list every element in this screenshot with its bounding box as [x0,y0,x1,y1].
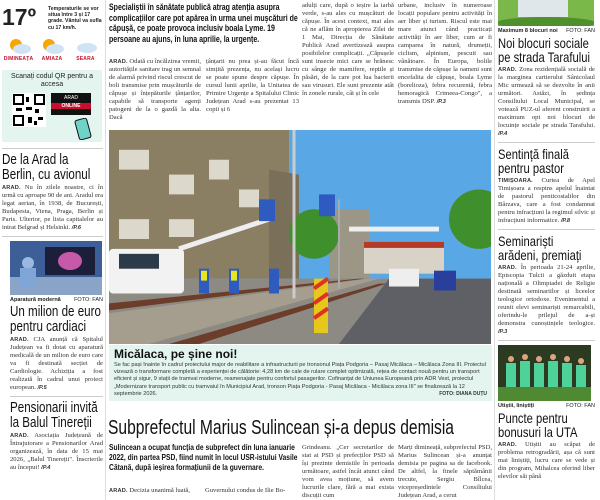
photo-caption [498,28,595,34]
photo-credit: FOTO: FAN [566,28,595,34]
headline: Noi blocuri sociale pe strada Tarafului [498,35,590,65]
lead-col-4 [398,2,492,106]
article-body: Asociația Județeană de Întrajutorare a Pensionarilor Arad organizează, în data de 15 mai 2026, „Balul Tinereții". Înscrierile au început! [10,432,103,471]
logo-bottom: ONLINE [51,103,91,109]
main-col-2: Guvernului condus de Ilie Bo- [205,487,286,494]
article-pensioners[interactable] [2,401,103,472]
article-body: În perioada 21-24 aprilie, Episcopia Tulcii a găzduit etapa națională a Olimpiadei de Religie destinată seminariilor și liceelor teologice ortodoxe. Evenimentul a reunit elevi seminariști remarcabili, oferindu-le prilejul de a-și demonstra cunoștințele teologice. [498,264,595,327]
sun-cloud-icon [6,36,32,56]
article-body: Curtea de Apel Timișoara a respins apelul înaintat de pastorul penticostalilor din Bârzava, care a fost condamnat pentru infracțiuni la regimul silvic și infracțiuni informatice. [498,177,595,224]
forecast-morning [2,36,35,62]
page-ref[interactable]: /P.5 [37,385,47,391]
lead-deck: Specialiștii în sănătate publică atrag atenția asupra complicațiilor care pot apărea în urma unei mușcături de căpușă, ce poate provoca inclusiv boala Lyme. 19 persoane au ajuns, în luna aprilie, la urgențe. [109,2,298,44]
forecast-noon [36,36,69,62]
kicker: ARAD. [498,442,517,448]
article-pastor[interactable] [498,147,595,225]
page-ref[interactable]: /P.3 [436,99,446,105]
main-col-1 [109,487,201,495]
logo-top: ARAD [64,95,78,101]
article-body: Odată cu încălzirea vremii, autoritățile sanitare trag un semnal de alarmă privind riscul crescut de boli transmise prin mușcăturile de căpușe și înțepăturile țânțarilor, capabile să transporte agenți patogeni de la o gazdă la alta. Dacă [109,58,201,121]
article-body: Decizia unanimă luată, [129,487,190,494]
photo-credit: FOTO: FAN [74,297,103,303]
article-body: Nu în zilele noastre, ci în urmă cu aproape 90 de ani. Aradul era legat aerian, în 1938, de București, Budapesta, Viena, Praga, Berlin și Paris. Ulterior, pe lista capitalelor au intrat Belgrad și Helsinki. [2,184,103,231]
weather-forecast [2,36,102,62]
qr-prompt: Scanați codul QR pentru a accesa [10,73,94,88]
photo-story-text: Se fac pași înainte în cadrul proiectului major de reabilitare a infrastructurii pe tronsonul Piața Podgoria – Pasaj Micălaca – Micălaca Zona III. Proiectul vizează o transformare completă a experienței de călătorie: 4,28 km de cale de rulare complet optimizată, rețea de contact nouă pentru un transport eficient și sigur, 9 stații de tramvai moderne, reamenajate pentru confortul pasagerilor. Cofinanțat de Uniunea Europeană prin ADR Vest, proiectul „Modernizare transport public cu tramvaiul în Municipiul Arad, tronson Piața Podgoria - Pasaj Micălaca - Micălaca zona III" se finalizează la 12 septembrie 2026. [114,362,486,397]
lead-col-1 [109,58,201,122]
cardiology-photo [10,241,102,295]
headline: De la Arad la Berlin, cu avionul [2,152,91,183]
forecast-label: SEARA [76,56,95,62]
photo-story-title: Micălaca, pe șine noi! [114,347,238,361]
photo-story-body [114,362,487,398]
headline: Un milion de euro pentru cardiaci [10,304,101,335]
kicker: ARAD. [498,265,517,271]
headline: Seminariști arădeni, premiați [498,233,582,263]
phone-icon [74,118,92,140]
article-body: Utiștii au scăpat de problema retrogradării, așa că sunt mai liniștiți, lucru care se vede și din program, Mihalcea oferind liber elevilor săi până [498,441,595,480]
lead-col-3: adulți care, după o ieșire la iarbă verde, s-au ales cu mușcături de căpușe. În acest context, mai ales că ne aflăm în apropierea Zilei de 1 Mai, Direcția de Sănătate Publică Arad avertizează asupra posibilelor complicații. „Căpușele sunt insecte mici care se hrănesc cu sânge de mamifere, reptile și păsări, de la care pot lua bacterii sau virusuri. Ele sunt prezente atât în zonele rurale, cât și în cele [302,2,394,97]
page-ref[interactable]: /P.3 [498,329,508,335]
article-cardiology[interactable] [2,241,103,392]
weather-text: Temperaturile se vor situa între 3 și 17 grade. Vântul va sufla cu 17 km/h. [48,6,102,31]
kicker: TIMIȘOARA. [498,178,533,184]
article-body: urbane, inclusiv în numeroase locații populare pentru activități în aer liber și turism. Riscul este mai mare atunci când practicați activități în aer liber, cum ar fi camparea în natură, drumeții, ciclism, alpinism, pescuit sau vânătoare. În Europa, bolile transmise de căpușe la oameni sunt encefalita de căpușe, boala Lyme (borelioza), febra recurentă, febra hemoragică Crimeea-Congo", a transmis DSP. [398,2,492,105]
article-body: Zona rezidențială socială de la marginea cartierului Sânicolaul Mic urmează să se dezvolte în anii următori. Astăzi, în ședința Consiliului Local Municipal, se votează PUZ-ul aferent construirii a maximum opt noi blocuri de locuințe sociale pe strada Tarafului. [498,66,595,129]
kicker: ARAD. [10,337,29,343]
headline: Pensionarii invită la Balul Tinereții [10,400,98,431]
lead-col-2: țânțarii nu prea și-au făcut încă simțită prezența, nu același lucru se poate spune despre căpușe. În cursul lunii aprilie, la Unitatea de Primire Urgențe a Spitalului Clinic Județean Arad s-au prezentat 13 copii și 6 [206,58,299,113]
uta-team-photo [498,345,591,401]
qr-box[interactable] [2,70,102,142]
article-uta[interactable] [498,345,595,481]
article-seminarians[interactable] [498,234,595,336]
temperature: 17º [2,4,36,30]
main-deck-wrap [109,442,299,486]
forecast-label: DIMINEAȚA [3,56,34,62]
tram-works-photo [109,130,491,344]
right-column [498,0,595,481]
page-ref[interactable]: /P.8 [560,218,571,224]
page-ref[interactable]: /P.4 [498,131,508,137]
photo-credit: FOTO: DIANA DUȚU [439,390,487,397]
kicker: ARAD. [109,59,128,65]
qr-code-icon [12,93,46,127]
kicker: ARAD. [498,67,517,73]
kicker: ARAD. [109,488,128,494]
caption-text: Aparatură modernă [10,297,61,303]
caption-text: Utiștii, liniștiți [498,403,535,409]
main-deck: Sulincean a ocupat funcția de subprefect din luna ianuarie 2022, din partea PSD, fiind numit în locul USR-istului Vasile Cătană, după ieșirea formațiunii de la guvernare. [109,442,298,473]
article-social-blocks[interactable] [498,26,595,138]
photo-credit: FOTO: FAN [566,403,595,409]
headline: Sentință finală pentru pastor [498,146,569,176]
main-headline[interactable]: Subprefectul Marius Sulincean și-a depus demisia [108,417,454,439]
kicker: ARAD. [2,185,21,191]
caption-text: Maximum 8 blocuri noi [498,28,558,34]
photo-story[interactable] [109,345,492,401]
social-blocks-photo [498,0,594,26]
article-body: CJA anunță că Spitalul Județean va fi dotat cu aparatură medicală de un milion de euro care va fi destinată secției de Cardiologie. Achiziția a fost realizată în cadrul unui proiect european. [10,336,103,391]
forecast-evening [69,36,102,62]
photo-caption [498,403,595,409]
main-col-3: Grindeanu. „Cer secretarilor de stat ai PSD și prefecților PSD să își prezinte demisiile în perioada următoare, astfel încât atunci când vom avea moțiune, să avem lucrurile clare, fără a mai exista discuții cum [302,444,394,499]
arad-online-logo [51,93,91,115]
kicker: ARAD. [10,433,29,439]
forecast-label: AMIAZA [41,56,63,62]
cloud-icon [73,36,99,56]
lead-left [109,2,299,122]
article-berlin[interactable] [2,153,103,232]
photo-caption [10,297,103,303]
headline: Puncte pentru bonusuri la UTA [498,410,578,440]
page-ref[interactable]: /P.6 [71,225,82,231]
left-column [2,144,103,472]
sun-cloud-icon [39,36,65,56]
page-ref[interactable]: /P.4 [41,465,51,471]
main-col-4: Marți dimineață, subprefectul PSD, Marius Sulincean și-a anunțat demisia pe pagina sa de facebook. De altfel, la finele săptămânii trecute, Sergiu Bîlcea, vicepreședintele Consiliului Județean Arad, a cerut [398,444,492,499]
